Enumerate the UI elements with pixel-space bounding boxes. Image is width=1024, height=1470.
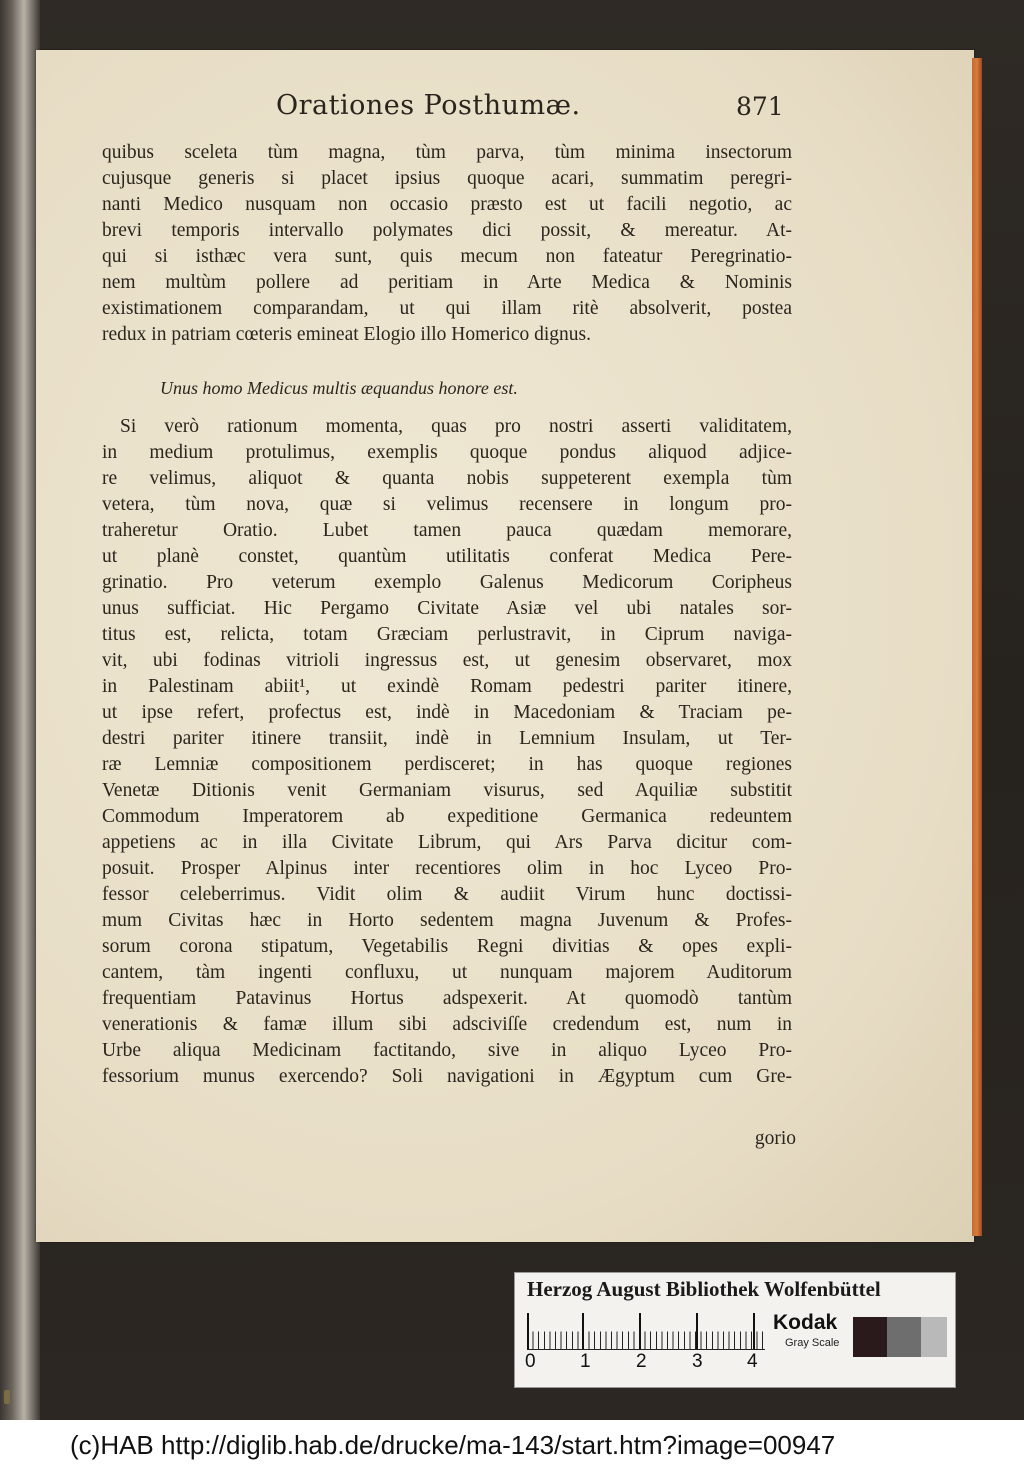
text-line: Urbe aliqua Medicinam factitando, sive in aliquo Lyceo Pro-: [102, 1040, 792, 1061]
ruler-number: 2: [636, 1351, 647, 1372]
text-line: brevi temporis intervallo polymates dici possit, & mereatur. At-: [102, 220, 792, 241]
catchword: gorio: [754, 1128, 796, 1149]
text-line: posuit. Prosper Alpinus inter recentiores olim in hoc Lyceo Pro-: [102, 858, 792, 879]
text-line: sorum corona stipatum, Vegetabilis Regni divitias & opes expli-: [102, 936, 792, 957]
text-line: quibus sceleta tùm magna, tùm parva, tùm minima insectorum: [102, 142, 792, 163]
ruler-major-tick: [639, 1313, 641, 1349]
text-line: nanti Medico nusquam non occasio præsto est ut facili negotio, ac: [102, 194, 792, 215]
text-line: ut planè constet, quantùm utilitatis conferat Medica Pere-: [102, 546, 792, 567]
text-line: frequentiam Patavinus Hortus adspexerit. At quomodò tantùm: [102, 988, 792, 1009]
color-target-card: [514, 1272, 956, 1388]
verse-quotation: Unus homo Medicus multis æquandus honore est.: [160, 378, 518, 398]
page-number: 871: [736, 92, 784, 121]
text-line: destri pariter itinere transiit, indè in Lemnium Insulam, ut Ter-: [102, 728, 792, 749]
text-line: redux in patriam cœteris emineat Elogio illo Homerico dignus.: [102, 324, 592, 345]
paragraph-1: [102, 140, 792, 348]
ruler-number: 3: [692, 1351, 703, 1372]
ruler-major-tick: [582, 1313, 584, 1349]
gray-patch: [887, 1317, 921, 1357]
text-line: ut ipse refert, profectus est, indè in Macedoniam & Traciam pe-: [102, 702, 792, 723]
text-line: ræ Lemniæ compositionem perdisceret; in has quoque regiones: [102, 754, 792, 775]
text-line: unus sufficiat. Hic Pergamo Civitate Asiæ vel ubi natales sor-: [102, 598, 792, 619]
book-spine-edge: [0, 0, 40, 1420]
text-line: Si verò rationum momenta, quas pro nostri asserti validitatem,: [120, 416, 792, 437]
text-line: titus est, relicta, totam Græciam perlustravit, in Ciprum naviga-: [102, 624, 792, 645]
paragraph-2: [102, 414, 792, 1090]
text-line: vetera, tùm nova, quæ si velimus recensere in longum pro-: [102, 494, 792, 515]
text-line: cantem, tàm ingenti confluxu, ut nunquam majorem Auditorum: [102, 962, 792, 983]
text-line: venerationis & famæ illum sibi adsciviſſe credendum est, num in: [102, 1014, 792, 1035]
ruler-number: 1: [580, 1351, 591, 1372]
text-line: in Palestinam abiit¹, ut exindè Romam pedestri pariter itinere,: [102, 676, 792, 697]
ruler-ticks: [527, 1319, 765, 1350]
running-head: Orationes Posthumæ.: [276, 90, 581, 121]
footer-bar: [0, 1420, 1024, 1470]
ruler-major-tick: [527, 1313, 529, 1349]
ruler-major-tick: [696, 1313, 698, 1349]
text-line: nem multùm pollere ad peritiam in Arte Medica & Nominis: [102, 272, 792, 293]
kodak-logo: Kodak: [773, 1311, 838, 1334]
text-line: fessorium munus exercendo? Soli navigationi in Ægyptum cum Gre-: [102, 1066, 792, 1087]
gray-scale-label: Gray Scale: [785, 1337, 840, 1349]
ruler-major-tick: [753, 1313, 755, 1349]
text-line: Venetæ Ditionis venit Germaniam visurus, sed Aquiliæ substitit: [102, 780, 792, 801]
text-line: cujusque generis si placet ipsius quoque acari, summatim peregri-: [102, 168, 792, 189]
ruler-number: 0: [525, 1351, 536, 1372]
text-line: traheretur Oratio. Lubet tamen pauca quædam memorare,: [102, 520, 792, 541]
text-line: qui si isthæc vera sunt, quis mecum non fateatur Peregrinatio-: [102, 246, 792, 267]
ruler-number: 4: [747, 1351, 758, 1372]
text-line: re velimus, aliquot & quanta nobis suppeterent exempla tùm: [102, 468, 792, 489]
text-line: in medium protulimus, exemplis quoque pondus aliquod adjice-: [102, 442, 792, 463]
text-line: vit, ubi fodinas vitrioli ingressus est, ut genesim observaret, mox: [102, 650, 792, 671]
page-edge: [972, 58, 982, 1236]
text-line: Commodum Imperatorem ab expeditione Germanica redeuntem: [102, 806, 792, 827]
text-line: appetiens ac in illa Civitate Librum, qui Ars Parva dicitur com-: [102, 832, 792, 853]
text-line: fessor celeberrimus. Vidit olim & audiit Virum hunc doctissi-: [102, 884, 792, 905]
gray-patch: [853, 1317, 887, 1357]
text-line: grinatio. Pro veterum exemplo Galenus Medicorum Coripheus: [102, 572, 792, 593]
text-line: existimationem comparandam, ut qui illam ritè absolverit, postea: [102, 298, 792, 319]
text-line: mum Civitas hæc in Horto sedentem magna Juvenum & Profes-: [102, 910, 792, 931]
library-name: Herzog August Bibliothek Wolfenbüttel: [527, 1277, 881, 1301]
spine-mark: [4, 1390, 10, 1404]
copyright-url: (c)HAB http://diglib.hab.de/drucke/ma-143/start.htm?image=00947: [70, 1430, 836, 1460]
gray-patch: [921, 1317, 947, 1357]
